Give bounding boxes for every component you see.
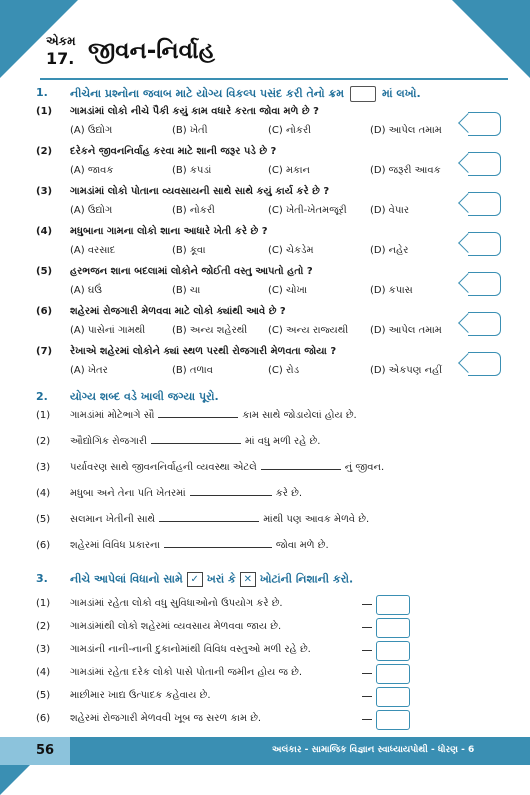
unit-number: 17. [46, 49, 75, 68]
section-number: 1. [36, 86, 48, 99]
chapter-title: જીવન-નિર્વાહ [88, 38, 215, 64]
section-instruction [70, 86, 421, 102]
answer-box[interactable] [468, 352, 501, 376]
item-sentence [70, 410, 357, 421]
item-number: (1) [36, 410, 51, 421]
option-b: (B) તળાવ [172, 365, 213, 376]
item-number: (5) [36, 690, 51, 701]
item-number: (5) [36, 514, 51, 525]
question-text: ગામડાંમાં લોકો પોતાના વ્યવસાયની સાથે સાથે કયું કાર્ય કરે છે ? [70, 186, 330, 197]
blank-line[interactable] [159, 520, 259, 522]
item-number: (6) [36, 713, 51, 724]
sentence-start: મધુબા અને તેના પતિ ખેતરમાં [70, 488, 186, 499]
sentence-start: ગામડાંમાં મોટેભાગે સૌ [70, 410, 155, 421]
statement-text: ગામડાંમાં રહેતા દરેક લોકો પાસે પોતાની જમીન હોય જ છે. [70, 667, 303, 678]
statement-text: માછીમાર ખાદ્ય ઉત્પાદક કહેવાય છે. [70, 690, 211, 701]
item-number: (3) [36, 462, 51, 473]
answer-box[interactable] [468, 152, 501, 176]
item-sentence [70, 514, 369, 525]
dash-mark [362, 673, 372, 674]
item-sentence [70, 488, 302, 499]
item-number: (6) [36, 540, 51, 551]
question-text: હરભજન શાના બદલામાં લોકોને જોઈતી વસ્તુ આપતો હતો ? [70, 266, 313, 277]
option-d: (D) કપાસ [370, 285, 413, 296]
option-c: (C) ખેતી-ખેતમજૂરી [268, 205, 347, 216]
question-number: (4) [36, 226, 53, 237]
sentence-end: કરે છે. [275, 488, 303, 499]
option-d: (D) નહેર [370, 245, 409, 256]
dash-mark [362, 696, 372, 697]
option-c: (C) મકાન [268, 165, 310, 176]
question-text: મધુબાના ગામના લોકો શાના આધારે ખેતી કરે છે ? [70, 226, 268, 237]
sentence-end: માં વધુ મળી રહે છે. [245, 436, 321, 447]
question-number: (7) [36, 346, 53, 357]
instruction-text: ખરાં કે [206, 572, 236, 586]
footer-page-tab [0, 737, 70, 765]
item-number: (1) [36, 598, 51, 609]
option-a: (A) ઉદ્યોગ [70, 125, 113, 136]
option-a: (A) પાસેનાં ગામથી [70, 325, 146, 336]
page-number: 56 [36, 743, 55, 758]
dash-mark [362, 604, 372, 605]
sentence-end: માંથી પણ આવક મેળવે છે. [263, 514, 370, 525]
cross-box-icon: ✕ [240, 572, 256, 587]
option-d: (D) એકપણ નહીં [370, 365, 443, 376]
sentence-start: પર્યાવરણ સાથે જીવનનિર્વાહની વ્યવસ્થા એટલે [70, 462, 257, 473]
option-b: (B) ચા [172, 285, 201, 296]
option-d: (D) આપેલ તમામ [370, 325, 442, 336]
instruction-text: માં લખો. [382, 87, 421, 100]
item-number: (2) [36, 436, 51, 447]
dash-mark [362, 627, 372, 628]
section-2-heading [0, 390, 530, 408]
section-number: 2. [36, 390, 48, 403]
true-false-box[interactable] [376, 618, 410, 638]
blank-line[interactable] [158, 416, 238, 418]
question-text: દરેકને જીવનનિર્વાહ કરવા માટે શાની જરૂર પડે છે ? [70, 146, 277, 157]
question-text: ગામડાંમાં લોકો નીચે પૈકી કયું કામ વધારે કરતા જોવા મળે છે ? [70, 106, 319, 117]
option-b: (B) અન્ય શહેરથી [172, 325, 248, 336]
header-divider [40, 78, 508, 80]
statement-text: ગામડાંની નાની-નાની દુકાનોમાંથી વિવિધ વસ્તુઓ મળી રહે છે. [70, 644, 311, 655]
sentence-end: કામ સાથે જોડાયેલાં હોય છે. [242, 410, 357, 421]
sentence-end: નું જીવન. [344, 462, 385, 473]
option-d: (D) જરૂરી આવક [370, 165, 441, 176]
answer-box[interactable] [468, 192, 501, 216]
answer-box-sample [350, 86, 376, 102]
question-text: રેખાએ શહેરમાં લોકોને ક્યાં સ્થળ પરથી રોજગારી મેળવતા જોયા ? [70, 346, 337, 357]
option-c: (C) રોડ [268, 365, 300, 376]
blank-line[interactable] [261, 468, 341, 470]
sentence-start: શહેરમાં વિવિધ પ્રકારના [70, 540, 160, 551]
answer-box[interactable] [468, 312, 501, 336]
dash-mark [362, 719, 372, 720]
question-number: (1) [36, 106, 53, 117]
section-instruction: યોગ્ય શબ્દ વડે ખાલી જગ્યા પૂરો. [70, 390, 219, 403]
item-number: (3) [36, 644, 51, 655]
statement-text: ગામડાંમાંથી લોકો શહેરમાં વ્યવસાય મેળવવા જાય છે. [70, 621, 282, 632]
option-c: (C) નોકરી [268, 125, 312, 136]
statement-text: શહેરમાં રોજગારી મેળવવી ખૂબ જ સરળ કામ છે. [70, 713, 262, 724]
option-a: (A) ઘઉં [70, 285, 102, 296]
item-sentence [70, 462, 384, 473]
blank-line[interactable] [190, 494, 272, 496]
option-c: (C) અન્ય રાજ્યથી [268, 325, 349, 336]
true-false-box[interactable] [376, 595, 410, 615]
true-false-box[interactable] [376, 710, 410, 730]
blank-line[interactable] [164, 546, 272, 548]
question-text: શહેરમાં રોજગારી મેળવવા માટે લોકો ક્યાંથી આવે છે ? [70, 306, 286, 317]
instruction-text: નીચેના પ્રશ્નોના જવાબ માટે યોગ્ય વિકલ્પ પસંદ કરી તેનો ક્રમ [70, 87, 345, 100]
option-d: (D) આપેલ તમામ [370, 125, 442, 136]
sentence-start: ઔદ્યોગિક રોજગારી [70, 436, 148, 447]
option-b: (B) કપડાં [172, 165, 212, 176]
answer-box[interactable] [468, 232, 501, 256]
question-number: (3) [36, 186, 53, 197]
tick-box-icon: ✓ [187, 572, 203, 587]
option-d: (D) વેપાર [370, 205, 410, 216]
item-sentence [70, 540, 329, 551]
item-number: (2) [36, 621, 51, 632]
question-number: (6) [36, 306, 53, 317]
section-3-heading [0, 572, 530, 590]
instruction-text: ખોટાંની નિશાની કરો. [259, 572, 354, 586]
item-number: (4) [36, 667, 51, 678]
sentence-end: જોવા મળે છે. [275, 540, 329, 551]
dash-mark [362, 650, 372, 651]
footer-book-title: અલંકાર - સામાજિક વિજ્ઞાન સ્વાધ્યાયપોથી - ધોરણ - 6 [272, 745, 475, 755]
section-number: 3. [36, 572, 48, 585]
question-number: (5) [36, 266, 53, 277]
true-false-box[interactable] [376, 664, 410, 684]
section-instruction [70, 572, 353, 587]
option-a: (A) વરસાદ [70, 245, 116, 256]
true-false-box[interactable] [376, 641, 410, 661]
corner-decoration-right [452, 0, 530, 78]
instruction-text: નીચે આપેલાં વિધાનો સામે [70, 572, 183, 586]
option-b: (B) ખેતી [172, 125, 208, 136]
option-c: (C) ચોખા [268, 285, 308, 296]
question-number: (2) [36, 146, 53, 157]
option-c: (C) ચેકડેમ [268, 245, 314, 256]
true-false-box[interactable] [376, 687, 410, 707]
section-1-heading [0, 86, 530, 104]
option-b: (B) નોકરી [172, 205, 215, 216]
option-a: (A) ઉદ્યોગ [70, 205, 113, 216]
answer-box[interactable] [468, 272, 501, 296]
corner-decoration-bottom [0, 765, 30, 795]
item-number: (4) [36, 488, 51, 499]
option-a: (A) ખેતર [70, 365, 108, 376]
blank-line[interactable] [151, 442, 241, 444]
statement-text: ગામડાંમાં રહેતા લોકો વધુ સુવિધાઓનો ઉપયોગ કરે છે. [70, 598, 283, 609]
option-b: (B) કૂવા [172, 245, 206, 256]
item-sentence [70, 436, 320, 447]
option-a: (A) જાવક [70, 165, 114, 176]
answer-box[interactable] [468, 112, 501, 136]
sentence-start: સલમાન ખેતીની સાથે [70, 514, 156, 525]
unit-label: એકમ [46, 34, 76, 48]
